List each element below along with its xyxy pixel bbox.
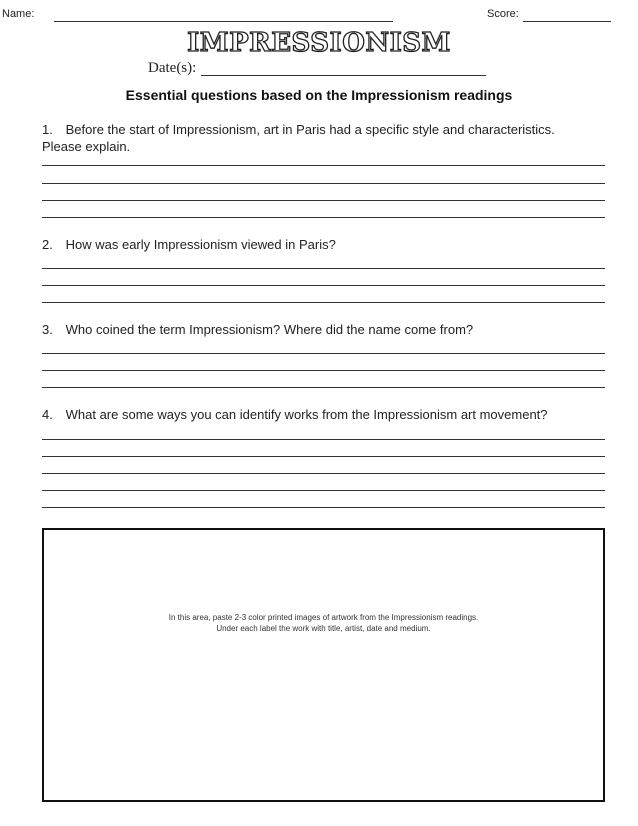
- question-number: 3.: [42, 322, 53, 337]
- question-number: 4.: [42, 407, 53, 422]
- question-text-continued: Please explain.: [42, 139, 131, 154]
- paste-instructions: [44, 612, 603, 634]
- dates-label: Date(s):: [148, 60, 197, 76]
- answer-line[interactable]: [42, 456, 605, 457]
- answer-line[interactable]: [42, 353, 605, 354]
- answer-line[interactable]: [42, 473, 605, 474]
- answer-line[interactable]: [42, 200, 605, 201]
- subtitle: Essential questions based on the Impressionism readings: [125, 87, 513, 103]
- name-field-line[interactable]: [54, 21, 393, 22]
- question-3: [42, 321, 602, 338]
- question-number: 2.: [42, 237, 53, 252]
- answer-line[interactable]: [42, 285, 605, 286]
- question-4: [42, 406, 602, 423]
- answer-line[interactable]: [42, 370, 605, 371]
- answer-line[interactable]: [42, 183, 605, 184]
- question-2: [42, 236, 602, 253]
- answer-line[interactable]: [42, 217, 605, 218]
- question-text: Before the start of Impressionism, art in Paris had a specific style and characteristics.: [65, 122, 555, 137]
- page-title: IMPRESSIONISM: [187, 28, 451, 58]
- answer-line[interactable]: [42, 507, 605, 508]
- name-label: Name:: [2, 8, 35, 20]
- paste-instructions-line-1: In this area, paste 2-3 color printed images of artwork from the Impressionism readings.: [168, 613, 479, 622]
- answer-line[interactable]: [42, 302, 605, 303]
- question-text: How was early Impressionism viewed in Paris?: [65, 237, 336, 252]
- dates-field-line[interactable]: [201, 75, 486, 76]
- score-field-line[interactable]: [523, 21, 611, 22]
- question-1: [42, 121, 602, 155]
- answer-line[interactable]: [42, 439, 605, 440]
- answer-line[interactable]: [42, 387, 605, 388]
- answer-line[interactable]: [42, 490, 605, 491]
- score-label: Score:: [487, 8, 519, 20]
- question-number: 1.: [42, 122, 53, 137]
- artwork-paste-area: [42, 528, 605, 802]
- question-text: Who coined the term Impressionism? Where did the name come from?: [65, 322, 474, 337]
- answer-line[interactable]: [42, 165, 605, 166]
- answer-line[interactable]: [42, 268, 605, 269]
- question-text: What are some ways you can identify works from the Impressionism art movement?: [65, 407, 548, 422]
- paste-instructions-line-2: Under each label the work with title, artist, date and medium.: [216, 624, 431, 633]
